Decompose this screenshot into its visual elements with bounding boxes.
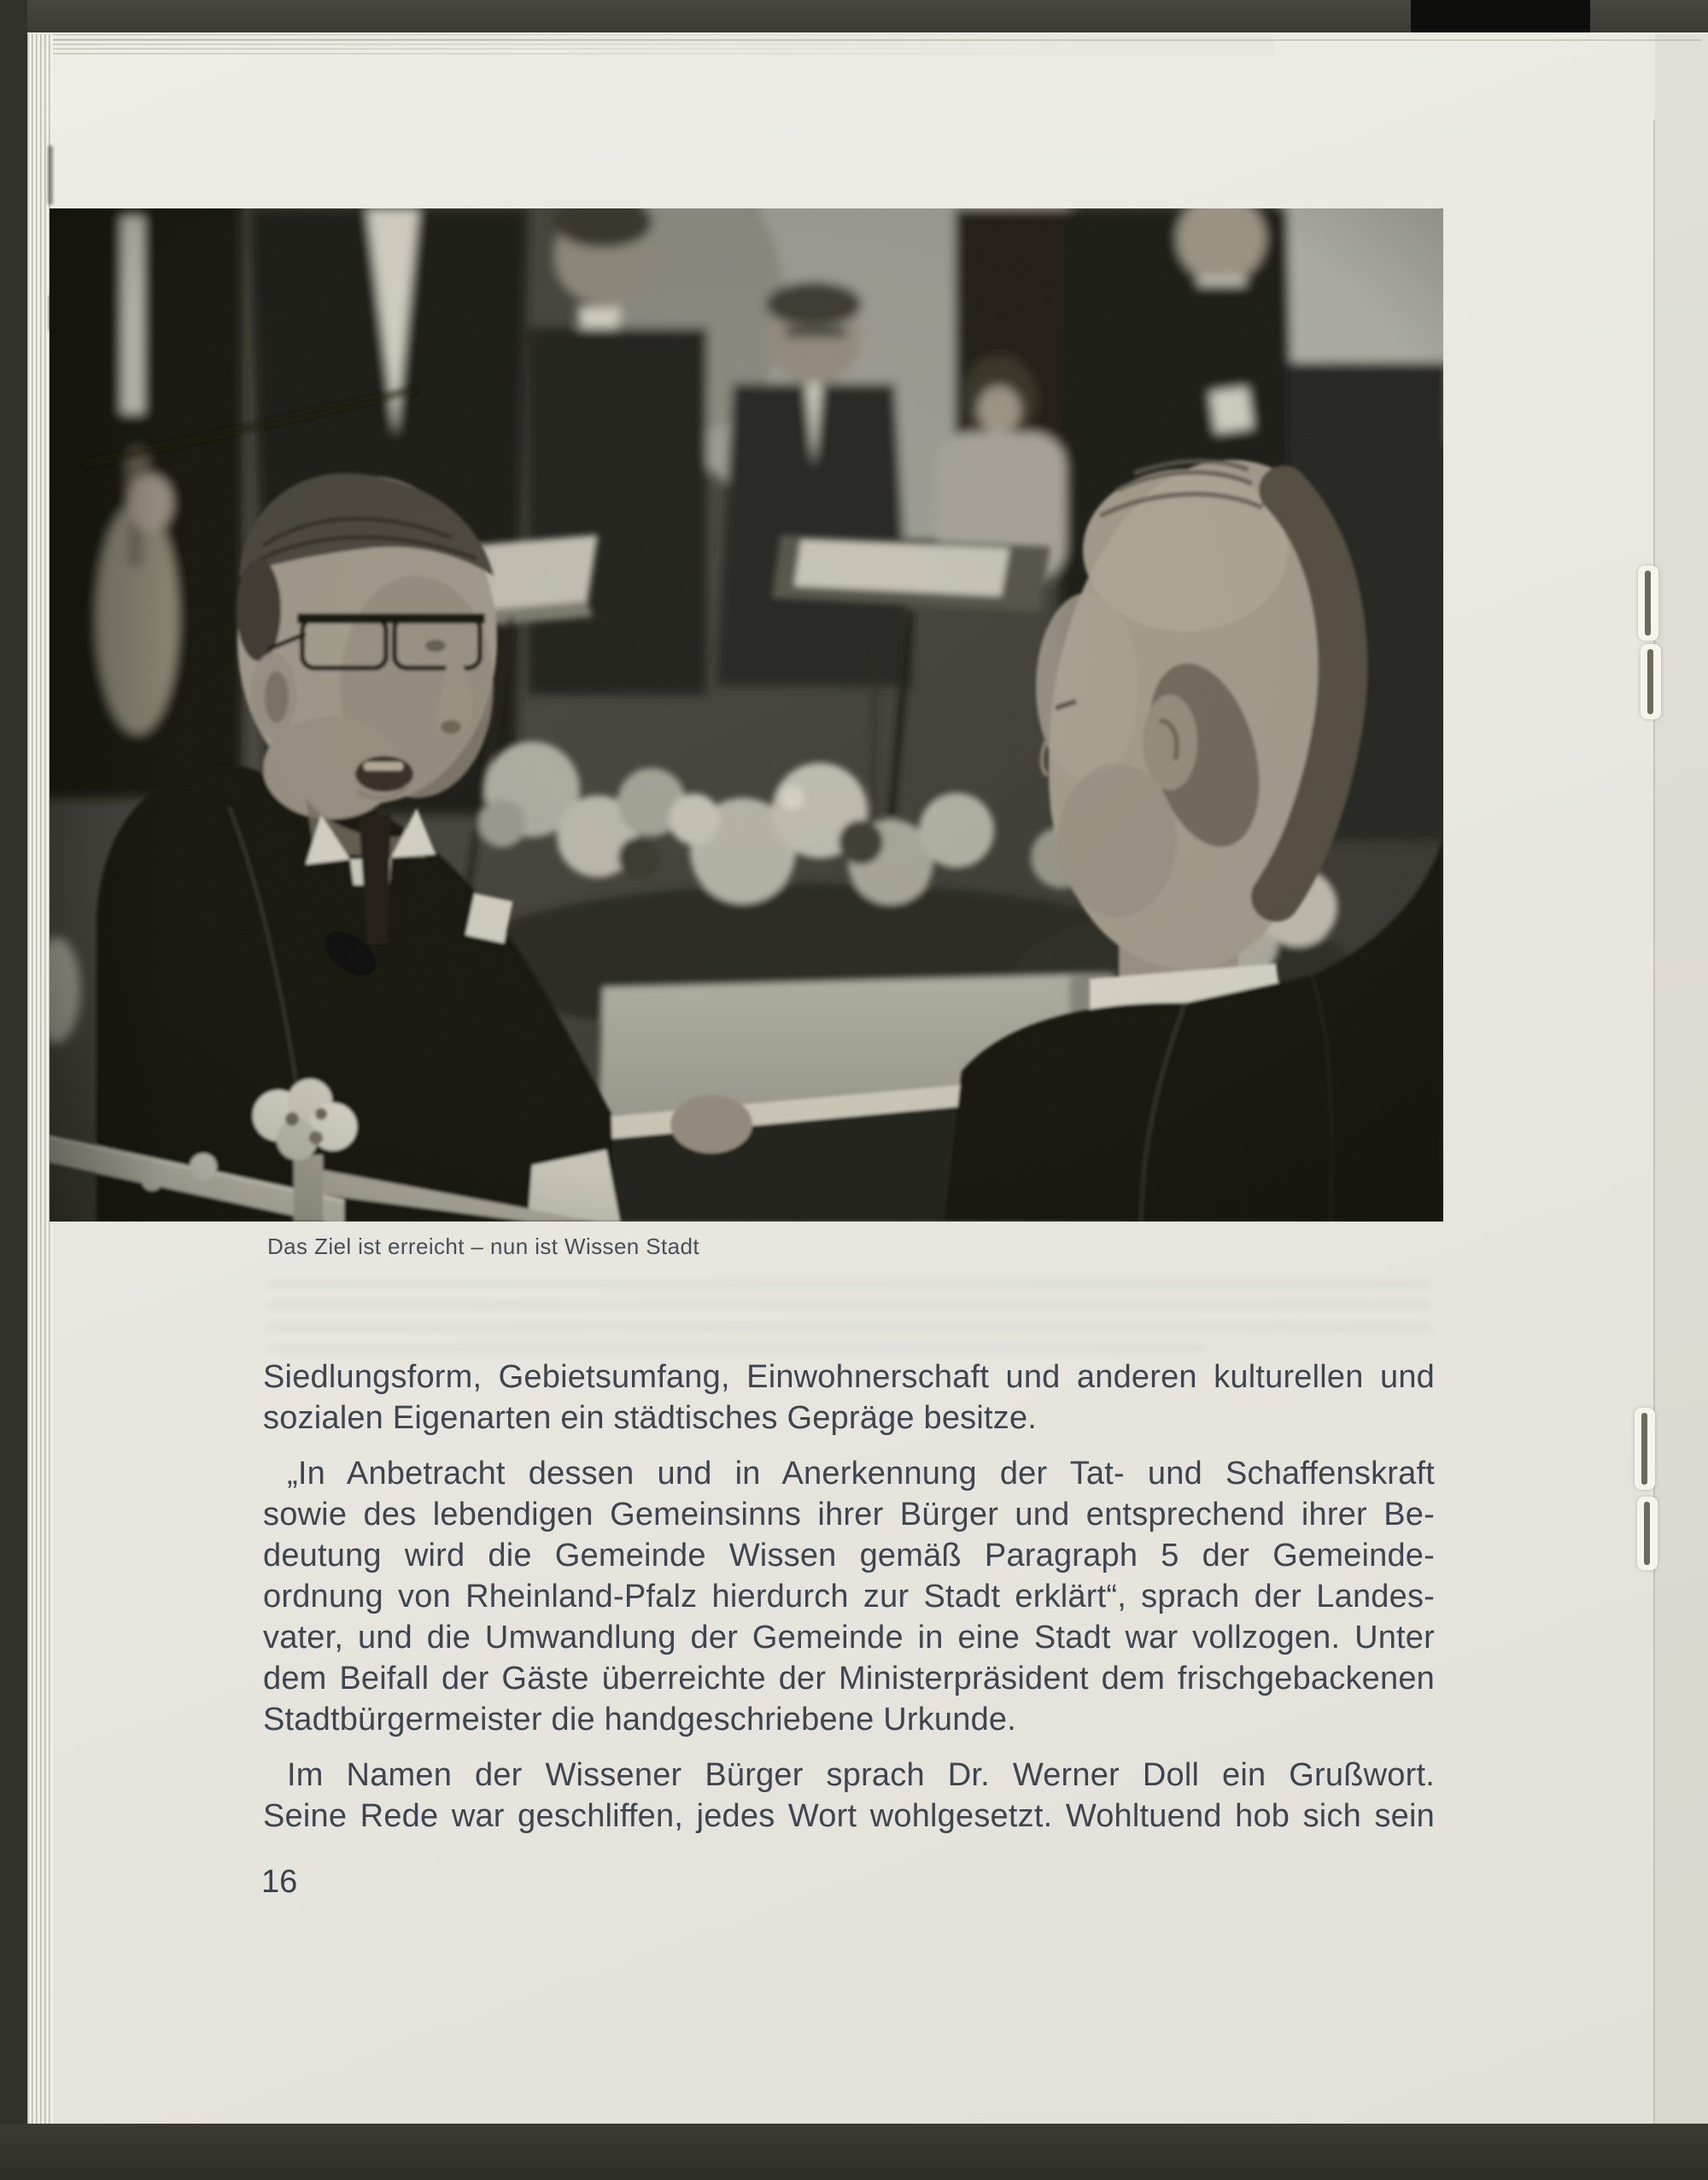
paragraph (263, 1357, 1435, 1439)
body-line: „In Anbetracht dessen und in Anerkennung der Tat- und Schaffenskraft (287, 1456, 1435, 1491)
scanner-background-left (0, 0, 27, 2180)
body-line: Siedlungsform, Gebietsumfang, Einwohnerschaft und anderen kulturellen und (263, 1359, 1435, 1395)
body-line: deutung wird die Gemeinde Wissen gemäß Paragraph 5 der Gemeinde- (263, 1538, 1435, 1573)
body-line: Seine Rede war geschliffen, jedes Wort wohlgesetzt. Wohltuend hob sich sein (263, 1798, 1435, 1834)
body-line: sowie des lebendigen Gemeinsinns ihrer Bürger und entsprechend ihrer Be- (263, 1497, 1435, 1532)
paragraph (263, 1453, 1435, 1740)
body-line: Stadtbürgermeister die handgeschriebene Urkunde. (263, 1702, 1017, 1738)
page-number: 16 (261, 1864, 298, 1900)
body-line: sozialen Eigenarten ein städtisches Gepräge besitze. (263, 1400, 1038, 1436)
body-text (263, 1357, 1435, 1837)
page-top-edge-line (53, 39, 1701, 41)
photograph (50, 208, 1443, 1222)
body-line: vater, und die Umwandlung der Gemeinde in eine Stadt war vollzogen. Unter (263, 1620, 1435, 1656)
scanner-shadow-notch (1411, 0, 1590, 32)
body-line: dem Beifall der Gäste überreichte der Ministerpräsident dem frischgebackenen (263, 1661, 1435, 1697)
show-through-line (266, 1321, 1432, 1332)
show-through-line (266, 1343, 1206, 1353)
scanner-background-bottom (0, 2124, 1708, 2180)
paper-slit-tab (1637, 1497, 1658, 1570)
body-line: ordnung von Rheinland-Pfalz hierdurch zur Stadt erklärt“, sprach der Landes- (263, 1579, 1435, 1614)
show-through-line (266, 1300, 1432, 1310)
photo-illustration (50, 208, 1443, 1222)
photo-caption: Das Ziel ist erreicht – nun ist Wissen Stadt (267, 1234, 700, 1259)
paper-slit-tab (1635, 1408, 1655, 1490)
underlying-page-edge (1655, 34, 1708, 2124)
paragraph (263, 1755, 1435, 1837)
show-through-line (266, 1279, 1432, 1289)
page-crease-line (1653, 120, 1655, 2124)
page-edge-stack-top (53, 34, 1274, 56)
paper-slit-tab (1638, 566, 1658, 641)
paper-slit-tab (1641, 644, 1661, 719)
edge-ink-mark (48, 145, 53, 205)
body-line: Im Namen der Wissener Bürger sprach Dr. Werner Doll ein Grußwort. (287, 1757, 1435, 1793)
